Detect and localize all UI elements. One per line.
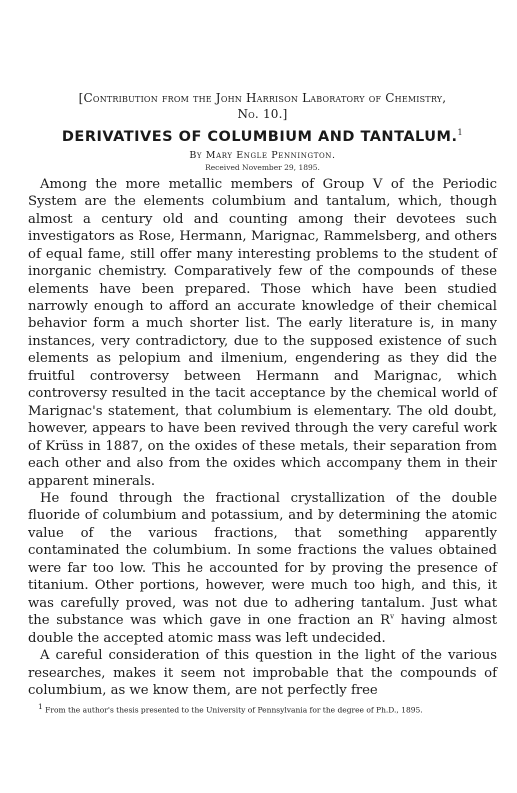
author-line: By Mary Engle Pennington. (189, 149, 336, 161)
footnote-text: From the author's thesis presented to the University of Pennsylvania for the degree of Ph.D., 1895. (42, 705, 423, 715)
article-title (28, 124, 497, 146)
received-date: Received November 29, 1895. (205, 162, 320, 172)
footnote-mark: 1 (38, 702, 43, 712)
valence-superscript: v (390, 612, 395, 621)
footnote (28, 701, 497, 716)
contribution-line-2: No. 10.] (237, 107, 288, 121)
body-paragraph-2-text: He found through the fractional crystallization of the double fluoride of columbium and potassium, and by determining the atomic value of the various fractions, that something apparently contaminated the columbium. In some fractions the values obtained were far too low. This he accounted for by proving the presence of titanium. Other portions, however, were much too high, and this, it was carefully proved, was not due to adhering tantalum. Just what the substance was which gave in one fraction an R (28, 490, 497, 629)
body-paragraph-1: Among the more metallic members of Group V of the Periodic System are the elements columbium and tantalum, which, though almost a century old and counting among their devotees such investigators as Rose, Hermann, Marignac, Rammelsberg, and others of equal fame, still offer many interesting problems to the student of inorganic chemistry. Comparatively few of the compounds of these elements have been prepared. Those which have been studied narrowly enough to afford an accurate knowledge of their chemical behavior form a much shorter list. The early literature is, in many instances, very contradictory, due to the supposed existence of such elements as pelopium and ilmenium, engendering as they did the fruitful controversy between Hermann and Marignac, which controversy resulted in the tacit acceptance by the chemical world of Marignac's statement, that columbium is elementary. The old doubt, however, appears to have been revived through the very careful work of Krüss in 1887, on the oxides of these metals, their separation from each other and also from the oxides which accompany them in their apparent minerals. (28, 176, 497, 489)
body-paragraph-2-tail: having almost double the accepted atomic mass was left undecided. (28, 613, 497, 646)
contribution-header (28, 90, 497, 122)
title-footnote-mark: 1 (457, 128, 464, 137)
body-paragraph-2 (28, 490, 497, 647)
document-page (28, 90, 497, 716)
contribution-line-1: [Contribution from the John Harrison Laboratory of Chemistry, (78, 91, 447, 105)
body-paragraph-3: A careful consideration of this question in the light of the various researches, makes it seem not improbable that the compounds of columbium, as we know them, are not perfectly free (28, 648, 497, 698)
article-title-text: DERIVATIVES OF COLUMBIUM AND TANTALUM. (61, 128, 458, 145)
